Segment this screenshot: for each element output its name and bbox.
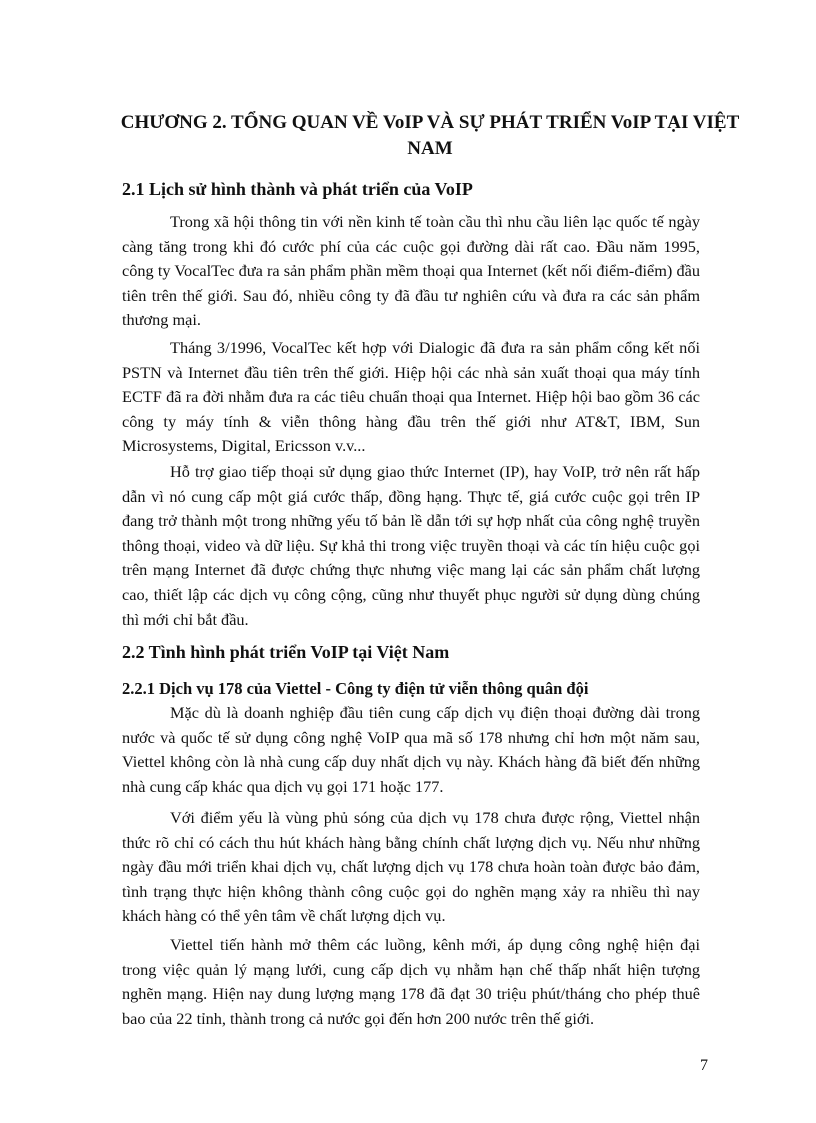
section-heading-2-2: 2.2 Tình hình phát triển VoIP tại Việt Nam [122,642,450,662]
chapter-title: CHƯƠNG 2. TỔNG QUAN VỀ VoIP VÀ SỰ PHÁT TRIỂN VoIP TẠI VIỆT NAM [120,112,740,159]
paragraph: Trong xã hội thông tin với nền kinh tế toàn cầu thì nhu cầu liên lạc quốc tế ngày càng tăng trong khi đó cước phí của các cuộc gọi đường dài rất cao. Đầu năm 1995, công ty VocalTec đưa ra sản phẩm phần mềm thoại qua Internet (kết nối điểm-điểm) đầu tiên trên thế giới. Sau đó, nhiều công ty đã đầu tư nghiên cứu và đưa ra các sản phẩm thương mại. [122,212,700,330]
paragraph: Hỗ trợ giao tiếp thoại sử dụng giao thức Internet (IP), hay VoIP, trở nên rất hấp dẫn vì nó cung cấp một giá cước thấp, đồng hạng. Thực tế, giá cước cuộc gọi trên IP đang trở thành một trong những yếu tố bản lề dẫn tới sự hợp nhất của công nghệ truyền thông thoại, video và dữ liệu. Sự khả thi trong việc truyền thoại và các tín hiệu cuộc gọi trên mạng Internet đã được chứng thực nhưng việc mang lại các sản phẩm chất lượng cao, thiết lập các dịch vụ công cộng, cũng như thuyết phục người sử dụng dùng chúng thì mới chỉ bắt đầu. [122,462,700,629]
page-number: 7 [700,1057,708,1074]
paragraph: Với điểm yếu là vùng phủ sóng của dịch vụ 178 chưa được rộng, Viettel nhận thức rõ chỉ có cách thu hút khách hàng bằng chính chất lượng dịch vụ. Nếu như những ngày đầu mới triển khai dịch vụ, chất lượng dịch vụ 178 chưa hoàn toàn được bảo đảm, tình trạng thực hiện không thành công cuộc gọi do nghẽn mạng xảy ra nhiều thì nay khách hàng có thể yên tâm về chất lượng dịch vụ. [122,808,700,926]
paragraph: Tháng 3/1996, VocalTec kết hợp với Dialogic đã đưa ra sản phẩm cổng kết nối PSTN và Internet đầu tiên trên thế giới. Hiệp hội các nhà sản xuất thoại qua máy tính ECTF đã ra đời nhằm đưa ra các tiêu chuẩn thoại qua Internet. Hiệp hội bao gồm 36 các công ty máy tính & viễn thông hàng đầu trên thế giới như AT&T, IBM, Sun Microsystems, Digital, Ericsson v.v... [122,338,700,456]
subsection-heading-2-2-1: 2.2.1 Dịch vụ 178 của Viettel - Công ty điện tử viễn thông quân đội [122,679,589,698]
paragraph: Mặc dù là doanh nghiệp đầu tiên cung cấp dịch vụ điện thoại đường dài trong nước và quốc tế sử dụng công nghệ VoIP qua mã số 178 nhưng chỉ hơn một năm sau, Viettel không còn là nhà cung cấp duy nhất dịch vụ này. Khách hàng đã biết đến những nhà cung cấp khác qua dịch vụ gọi 171 hoặc 177. [122,703,700,796]
section-heading-2-1: 2.1 Lịch sử hình thành và phát triển của VoIP [122,179,473,199]
paragraph: Viettel tiến hành mở thêm các luồng, kênh mới, áp dụng công nghệ hiện đại trong việc quản lý mạng lưới, cung cấp dịch vụ nhằm hạn chế thấp nhất hiện tượng nghẽn mạng. Hiện nay dung lượng mạng 178 đã đạt 30 triệu phút/tháng cho phép thuê bao của 22 tỉnh, thành trong cả nước gọi đến hơn 200 nước trên thế giới. [122,935,700,1028]
